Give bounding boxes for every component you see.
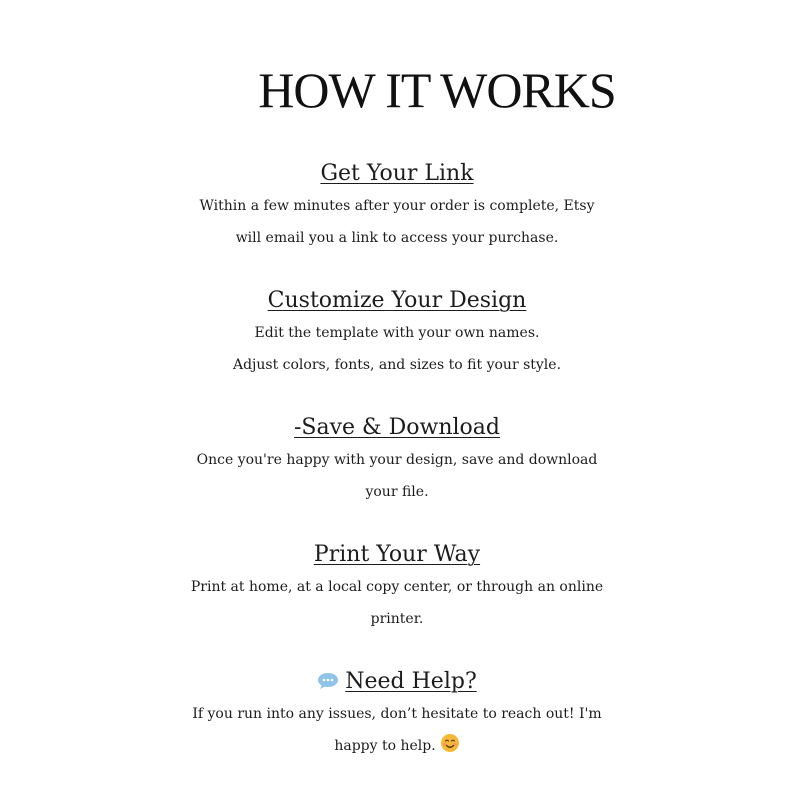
section-text-line: your file. — [365, 484, 429, 500]
need-help-heading-row — [317, 669, 476, 694]
section-text-line: Within a few minutes after your order is complete, Etsy — [199, 198, 595, 214]
section-text-line: Adjust colors, fonts, and sizes to fit your style. — [232, 357, 562, 373]
section-text-line: Print at home, at a local copy center, or through an online — [190, 579, 604, 595]
section-text-line: printer. — [370, 611, 424, 627]
section-print-your-way — [0, 539, 794, 635]
section-heading: Print Your Way — [313, 542, 481, 567]
section-need-help — [0, 666, 794, 762]
section-heading: Customize Your Design — [267, 288, 527, 313]
section-heading: -Save & Download — [293, 415, 500, 440]
smiling-face-icon — [440, 733, 460, 753]
page-title: HOW IT WORKS — [258, 62, 616, 118]
section-text-line: If you run into any issues, don’t hesitate to reach out! I'm — [192, 706, 602, 722]
speech-bubble-icon — [317, 672, 339, 690]
section-heading: Need Help? — [345, 669, 477, 694]
section-get-your-link — [0, 158, 794, 254]
section-save-and-download — [0, 412, 794, 508]
section-heading: Get Your Link — [320, 161, 474, 186]
section-text-line: Edit the template with your own names. — [254, 325, 540, 341]
section-text-line: will email you a link to access your purchase. — [235, 230, 559, 246]
section-text-line-with-emoji — [0, 730, 794, 762]
section-text-line: Once you're happy with your design, save and download — [196, 452, 598, 468]
section-customize-your-design — [0, 285, 794, 381]
section-text: happy to help. — [334, 738, 436, 754]
